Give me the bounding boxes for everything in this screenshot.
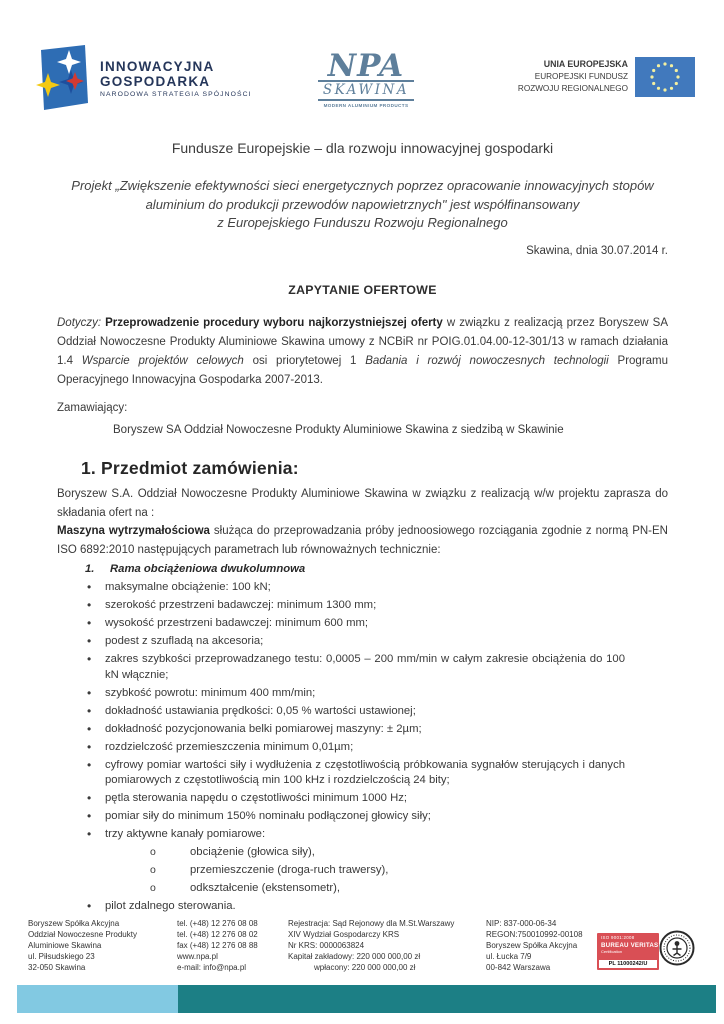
spec-item: • dokładność pozycjonowania belki pomiarowej maszyny: ± 2µm;: [85, 722, 645, 738]
npa-skawina-logo: [308, 48, 424, 108]
eu-line2: EUROPEJSKI FUNDUSZ: [534, 71, 628, 81]
ig-title-line2: GOSPODARKA: [100, 73, 211, 89]
badge-bv-line: BUREAU VERITAS: [601, 942, 659, 949]
footer-line: 00-842 Warszawa: [486, 963, 551, 972]
footer-line: Kapitał zakładowy: 220 000 000,00 zł: [288, 952, 421, 961]
eu-flag-icon: [635, 57, 695, 97]
footer-line: Aluminiowe Skawina: [28, 941, 102, 950]
spec-item: • wysokość przestrzeni badawczej: minimum 600 mm;: [85, 616, 645, 632]
project-note-line: z Europejskiego Funduszu Rozwoju Regionalnego: [217, 215, 508, 230]
footer-bar-light-segment: [17, 985, 178, 1013]
spec-item: • cyfrowy pomiar wartości siły i wydłużenia z częstotliwością próbkowania sygnałów sterujących i danych pomiarowych z częstotliwością min 100 kHz i rozdzielczością 24 bity;: [85, 758, 645, 789]
footer-line: XIV Wydział Gospodarczy KRS: [288, 930, 400, 939]
spec-item: • podest z szufladą na akcesoria;: [85, 634, 645, 650]
footer-contact-lines: [177, 918, 289, 973]
project-note-line: Projekt „Zwiększenie efektywności sieci energetycznych poprzez opracowanie innowacyjnych stopów: [71, 178, 654, 193]
innovative-economy-flag-icon: [33, 44, 93, 112]
footer-company-lines: [28, 918, 176, 973]
footer-line: Rejestracja: Sąd Rejonowy dla M.St.Warszawy: [288, 919, 455, 928]
footer-tax-lines: [486, 918, 598, 973]
footer-line: 32-050 Skawina: [28, 963, 86, 972]
footer-color-bar: [17, 985, 716, 1013]
spec-item: • pętla sterowania napędu o częstotliwości minimum 1000 Hz;: [85, 791, 645, 807]
footer-registry-lines: [288, 918, 484, 973]
footer-line: Oddział Nowoczesne Produkty: [28, 930, 137, 939]
eu-line3: ROZWOJU REGIONALNEGO: [517, 84, 628, 93]
spec-subitem: o odkształcenie (ekstensometr),: [150, 881, 625, 897]
footer-line: Boryszew Spółka Akcyjna: [486, 941, 578, 950]
spec-number: 1.: [85, 563, 95, 575]
text-segment: Badania i rozwój nowoczesnych technologii: [365, 355, 609, 367]
text-segment: Maszyna wytrzymałościowa: [57, 525, 210, 537]
zamawiajacy-label: Zamawiający:: [57, 402, 128, 414]
footer-line: NIP: 837-000-06-34: [486, 919, 557, 928]
spec-item: • szerokość przestrzeni badawczej: minimum 1300 mm;: [85, 598, 645, 614]
machine-paragraph: [57, 522, 668, 560]
spec-heading: [85, 563, 645, 575]
footer-line: ul. Piłsudskiego 23: [28, 952, 95, 961]
innovative-economy-text: [100, 59, 252, 98]
spec-subitem: o przemieszczenie (droga-ruch trawersy),: [150, 863, 625, 879]
zamawiajacy-value: Boryszew SA Oddział Nowoczesne Produkty Aluminiowe Skawina z siedzibą w Skawinie: [113, 424, 564, 436]
section1-heading: 1. Przedmiot zamówienia:: [81, 458, 299, 478]
ig-title-line1: INNOWACYJNA: [100, 58, 215, 74]
text-segment: w związku z realizacją przez Boryszew SA Oddział Nowoczesne Produkty Aluminiowe Skawina umowy z NCBiR nr POIG.01.04.00-12-301/13 w ramach działania 1.4: [57, 317, 668, 367]
date-line: Skawina, dnia 30.07.2014 r.: [526, 245, 668, 257]
footer-line: ul. Łucka 7/9: [486, 952, 532, 961]
text-segment: Dotyczy:: [57, 317, 106, 329]
footer-line: fax (+48) 12 276 08 88: [177, 941, 258, 950]
badge-number-line: PL 11000242/U: [599, 960, 657, 968]
footer-col-company: [28, 918, 176, 973]
spec-title: Rama obciążeniowa dwukolumnowa: [110, 563, 306, 575]
spec-item: • szybkość powrotu: minimum 400 mm/min;: [85, 686, 645, 702]
npa-logo-tagline: MODERN ALUMINIUM PRODUCTS: [323, 103, 409, 108]
footer-bar-dark-segment: [178, 985, 716, 1013]
footer-line: tel. (+48) 12 276 08 02: [177, 930, 258, 939]
spec-item: • rozdzielczość przemieszczenia minimum 0,01µm;: [85, 740, 645, 756]
eu-funds-text: [470, 58, 628, 96]
eu-line1: UNIA EUROPEJSKA: [543, 59, 628, 69]
dotyczy-paragraph: [57, 314, 668, 390]
npa-logo-subtext: SKAWINA: [318, 80, 414, 101]
footer-col-contact: [177, 918, 289, 973]
text-segment: Wsparcie projektów celowych: [81, 355, 244, 367]
footer-line: Boryszew Spółka Akcyjna: [28, 919, 120, 928]
text-segment: Programu Operacyjnego Innowacyjna Gospodarka 2007-2013.: [57, 355, 669, 386]
text-segment: osi priorytetowej 1: [243, 355, 366, 367]
badge-iso-line: ISO 9001:2008: [601, 935, 635, 940]
footer-line: tel. (+48) 12 276 08 08: [177, 919, 258, 928]
spec-item: • dokładność ustawiania prędkości: 0,05 % wartości ustawionej;: [85, 704, 645, 720]
footer-line: Nr KRS: 0000063824: [288, 941, 365, 950]
footer-line: wpłacony: 220 000 000,00 zł: [314, 963, 416, 972]
text-segment: służąca do przeprowadzania próby jednoosiowego rozciągania zgodnie z normą PN-EN ISO 6892:2010 następujących parametrach lub równoważnych technicznie:: [57, 525, 668, 556]
text-segment: Przeprowadzenie procedury wyboru najkorzystniejszej oferty: [105, 317, 443, 329]
section1-intro: Boryszew S.A. Oddział Nowoczesne Produkty Aluminiowe Skawina w związku z realizacją w/w projektu zaprasza do składania ofert na :: [57, 488, 668, 519]
footer-line: REGON:750010992-00108: [486, 930, 583, 939]
spec-list: [85, 580, 645, 915]
specification-block: [85, 563, 645, 917]
innovative-economy-logo: [33, 44, 252, 112]
program-title: Fundusze Europejskie – dla rozwoju innowacyjnej gospodarki: [171, 140, 554, 156]
bureau-veritas-seal-icon: [659, 930, 695, 966]
ig-subtitle: NARODOWA STRATEGIA SPÓJNOŚCI: [100, 90, 252, 98]
npa-logo-text: NPA: [327, 48, 405, 84]
spec-subitem: o obciążenie (głowica siły),: [150, 845, 625, 861]
spec-item: • trzy aktywne kanały pomiarowe: o obciążenie (głowica siły), o przemieszczenie (droga-ruch trawersy), o odkształcenie (ekstensometr),: [85, 827, 645, 897]
document-heading: ZAPYTANIE OFERTOWE: [288, 283, 437, 297]
spec-sublist: [150, 845, 625, 897]
project-note: [57, 177, 668, 233]
project-note-line: aluminium do produkcji przewodów napowietrznych" jest współfinansowany: [145, 196, 580, 212]
footer-line: www.npa.pl: [177, 952, 218, 961]
badge-cert-line: Certification: [601, 949, 623, 954]
footer-line: e-mail: info@npa.pl: [177, 963, 247, 972]
iso-certification-badge: [597, 933, 659, 970]
footer-col-tax: [486, 918, 598, 973]
spec-item: • maksymalne obciążenie: 100 kN;: [85, 580, 645, 596]
spec-item: • pomiar siły do minimum 150% nominału podłączonej głowicy siły;: [85, 809, 645, 825]
spec-item: • zakres szybkości przeprowadzanego testu: 0,0005 – 200 mm/min w całym zakresie obciążenia do 100 kN włącznie;: [85, 652, 645, 683]
spec-item: • pilot zdalnego sterowania.: [85, 899, 645, 915]
footer-col-registry: [288, 918, 484, 973]
